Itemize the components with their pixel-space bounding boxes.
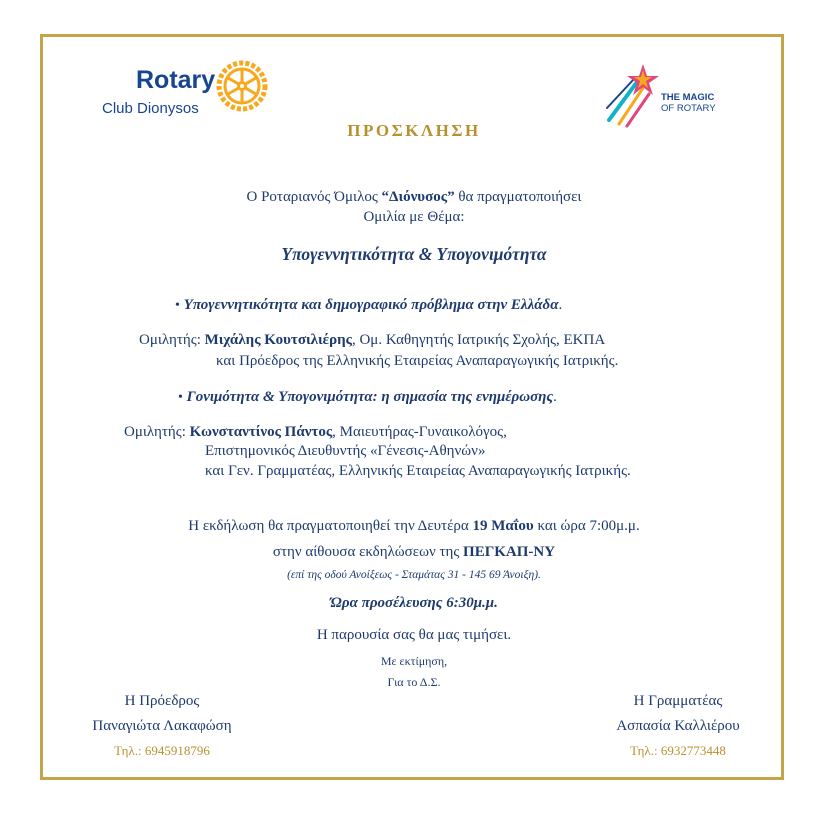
regards-line-2: Για το Δ.Σ. — [387, 675, 441, 689]
talk-1-title — [175, 297, 562, 314]
venue-name: ΠΕΓΚΑΠ-ΝΥ — [463, 544, 556, 560]
intro-pre: Ο Ροταριανός Όμιλος — [246, 189, 382, 205]
president-role: Η Πρόεδρος — [124, 693, 200, 709]
intro-line-2: Ομιλία με Θέμα: — [363, 209, 465, 225]
speaker-affiliation: , Μαιευτήρας-Γυναικολόγος, — [332, 424, 507, 440]
talk-2-speaker-line-2: Επιστημονικός Διευθυντής «Γένεσις-Αθηνών» — [205, 443, 486, 459]
talk-2-title-end: . — [553, 389, 557, 405]
event-date-line — [0, 518, 828, 535]
speaker-name: Μιχάλης Κουτσιλιέρης — [204, 332, 352, 348]
secretary-role: Η Γραμματέας — [633, 693, 723, 709]
bullet-icon: • — [178, 390, 183, 405]
intro-post: θα πραγματοποιήσει — [454, 189, 582, 205]
talk-1-title-text: Υπογεννητικότητα και δημογραφικό πρόβλημα στην Ελλάδα — [183, 297, 559, 313]
talk-1-title-end: . — [558, 297, 563, 313]
signature-left — [62, 693, 262, 759]
secretary-phone: Τηλ.: 6932773448 — [630, 743, 726, 758]
event-date: 19 Μαΐου — [472, 518, 534, 534]
arrival-time: Ώρα προσέλευσης 6:30μ.μ. — [330, 595, 498, 611]
rotary-club-logo — [98, 60, 278, 122]
shooting-star-icon — [605, 58, 665, 130]
talk-2-title-text: Γονιμότητα & Υπογονιμότητα: η σημασία της ενημέρωσης — [186, 389, 554, 405]
regards-line-1: Με εκτίμηση, — [380, 654, 448, 668]
main-topic: Υπογεννητικότητα & Υπογονιμότητα — [281, 244, 547, 264]
magic-line-2: OF ROTARY — [661, 103, 716, 114]
talk-1-speaker-line-2: και Πρόεδρος της Ελληνικής Εταιρείας Αναπαραγωγικής Ιατρικής. — [216, 353, 619, 369]
magic-of-rotary-logo — [605, 58, 740, 130]
speaker-label: Ομιλητής: — [139, 332, 205, 348]
president-phone: Τηλ.: 6945918796 — [114, 743, 210, 758]
club-name-quoted: “Διόνυσος” — [381, 189, 455, 205]
talk-2-speaker — [124, 424, 507, 441]
intro-line-1 — [0, 189, 828, 206]
honor-line: Η παρουσία σας θα μας τιμήσει. — [316, 627, 512, 643]
magic-line-1: THE MAGIC — [661, 92, 715, 103]
event-pre: Η εκδήλωση θα πραγματοποιηθεί την Δευτέρα — [188, 518, 473, 534]
talk-2-title — [178, 389, 557, 406]
rotary-wheel-icon — [216, 60, 268, 112]
club-name: Club Dionysos — [102, 100, 199, 117]
event-time: και ώρα 7:00μ.μ. — [533, 518, 640, 534]
magic-wordmark — [661, 92, 716, 114]
president-name: Παναγιώτα Λακαφώση — [92, 718, 232, 734]
talk-2-speaker-line-3: και Γεν. Γραμματέας, Ελληνικής Εταιρείας Αναπαραγωγικής Ιατρικής. — [205, 463, 631, 479]
secretary-name: Ασπασία Καλλιέρου — [616, 718, 740, 734]
venue-address: (επί της οδού Ανοίξεως - Σταμάτας 31 - 145 69 Άνοιξη). — [287, 569, 541, 581]
rotary-wordmark: Rotary — [136, 66, 216, 94]
speaker-affiliation: , Ομ. Καθηγητής Ιατρικής Σχολής, ΕΚΠΑ — [351, 332, 606, 348]
venue-pre: στην αίθουσα εκδηλώσεων της — [272, 544, 464, 560]
event-venue-line — [0, 544, 828, 561]
speaker-label: Ομιλητής: — [124, 424, 190, 440]
talk-1-speaker — [139, 332, 605, 349]
invitation-title: ΠΡΟΣΚΛΗΣΗ — [347, 121, 481, 140]
signature-right — [578, 693, 778, 759]
bullet-icon: • — [175, 298, 180, 313]
speaker-name: Κωνσταντίνος Πάντος — [189, 424, 333, 440]
